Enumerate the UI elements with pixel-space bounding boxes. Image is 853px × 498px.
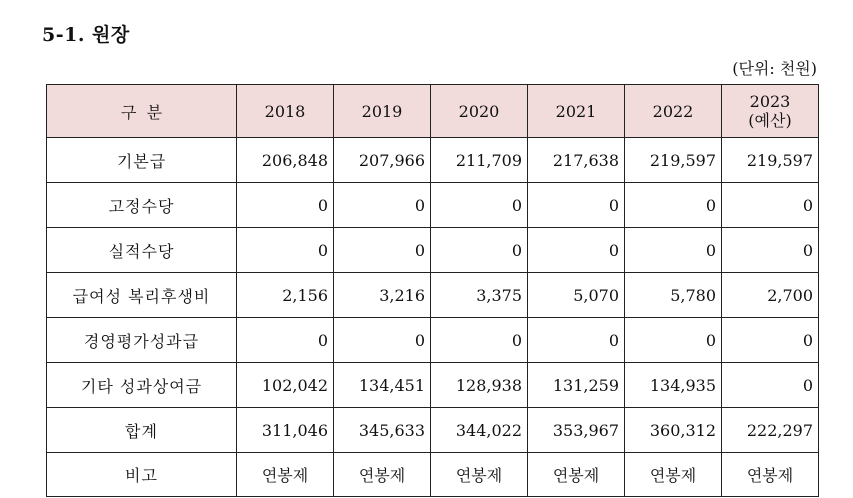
header-year-2019: 2019 xyxy=(334,85,431,138)
header-row xyxy=(47,85,819,138)
table-cell: 0 xyxy=(722,363,819,408)
table-cell: 3,216 xyxy=(334,273,431,318)
table-cell: 134,935 xyxy=(625,363,722,408)
table-cell: 222,297 xyxy=(722,408,819,453)
table-cell: 0 xyxy=(528,318,625,363)
table-cell: 0 xyxy=(722,183,819,228)
table-cell: 207,966 xyxy=(334,138,431,183)
table-cell: 연봉제 xyxy=(237,453,334,497)
table-row-remarks xyxy=(47,453,819,497)
table-cell: 0 xyxy=(722,318,819,363)
table-cell: 0 xyxy=(237,228,334,273)
table-cell: 0 xyxy=(722,228,819,273)
table-cell: 0 xyxy=(625,318,722,363)
table-cell: 0 xyxy=(334,228,431,273)
table-cell: 311,046 xyxy=(237,408,334,453)
table-row-welfare-benefits xyxy=(47,273,819,318)
table-cell: 0 xyxy=(334,318,431,363)
table-cell: 연봉제 xyxy=(722,453,819,497)
table-cell: 3,375 xyxy=(431,273,528,318)
row-label: 기본급 xyxy=(47,138,237,183)
table-row-base-salary xyxy=(47,138,819,183)
table-cell: 353,967 xyxy=(528,408,625,453)
table-row-fixed-allowance xyxy=(47,183,819,228)
table-row-evaluation-bonus xyxy=(47,318,819,363)
header-year-2023-year: 2023 xyxy=(749,92,791,111)
table-cell: 0 xyxy=(431,318,528,363)
table-cell: 5,780 xyxy=(625,273,722,318)
row-label: 고정수당 xyxy=(47,183,237,228)
header-year-2023-budget: (예산) xyxy=(748,111,792,130)
table-row-performance-allowance xyxy=(47,228,819,273)
table-cell: 0 xyxy=(528,183,625,228)
table-row-other-bonus xyxy=(47,363,819,408)
unit-note: (단위: 천원) xyxy=(732,59,817,78)
table-cell: 360,312 xyxy=(625,408,722,453)
table-cell: 344,022 xyxy=(431,408,528,453)
table-cell: 0 xyxy=(334,183,431,228)
table-cell: 206,848 xyxy=(237,138,334,183)
salary-table xyxy=(46,84,819,497)
row-label: 실적수당 xyxy=(47,228,237,273)
table-cell: 131,259 xyxy=(528,363,625,408)
table-cell: 2,700 xyxy=(722,273,819,318)
table-cell: 0 xyxy=(625,228,722,273)
table-cell: 102,042 xyxy=(237,363,334,408)
table-cell: 0 xyxy=(625,183,722,228)
table-cell: 134,451 xyxy=(334,363,431,408)
header-year-2023 xyxy=(722,85,819,138)
table-cell: 219,597 xyxy=(722,138,819,183)
table-cell: 5,070 xyxy=(528,273,625,318)
table-cell: 2,156 xyxy=(237,273,334,318)
table-cell: 연봉제 xyxy=(625,453,722,497)
table-cell: 217,638 xyxy=(528,138,625,183)
table-cell: 연봉제 xyxy=(431,453,528,497)
header-year-2018: 2018 xyxy=(237,85,334,138)
table-cell: 0 xyxy=(237,183,334,228)
header-year-2021: 2021 xyxy=(528,85,625,138)
section-title: 5-1. 원장 xyxy=(42,24,130,46)
table-cell: 128,938 xyxy=(431,363,528,408)
table-cell: 0 xyxy=(431,228,528,273)
table-cell: 0 xyxy=(237,318,334,363)
table-row-total xyxy=(47,408,819,453)
row-label: 비고 xyxy=(47,453,237,497)
table-cell: 211,709 xyxy=(431,138,528,183)
header-year-2020: 2020 xyxy=(431,85,528,138)
header-year-2022: 2022 xyxy=(625,85,722,138)
table-cell: 0 xyxy=(528,228,625,273)
table-cell: 연봉제 xyxy=(528,453,625,497)
row-label: 급여성 복리후생비 xyxy=(47,273,237,318)
table-cell: 0 xyxy=(431,183,528,228)
table-cell: 연봉제 xyxy=(334,453,431,497)
row-label: 경영평가성과급 xyxy=(47,318,237,363)
header-category: 구 분 xyxy=(47,85,237,138)
row-label: 기타 성과상여금 xyxy=(47,363,237,408)
table-cell: 219,597 xyxy=(625,138,722,183)
table-cell: 345,633 xyxy=(334,408,431,453)
row-label: 합계 xyxy=(47,408,237,453)
